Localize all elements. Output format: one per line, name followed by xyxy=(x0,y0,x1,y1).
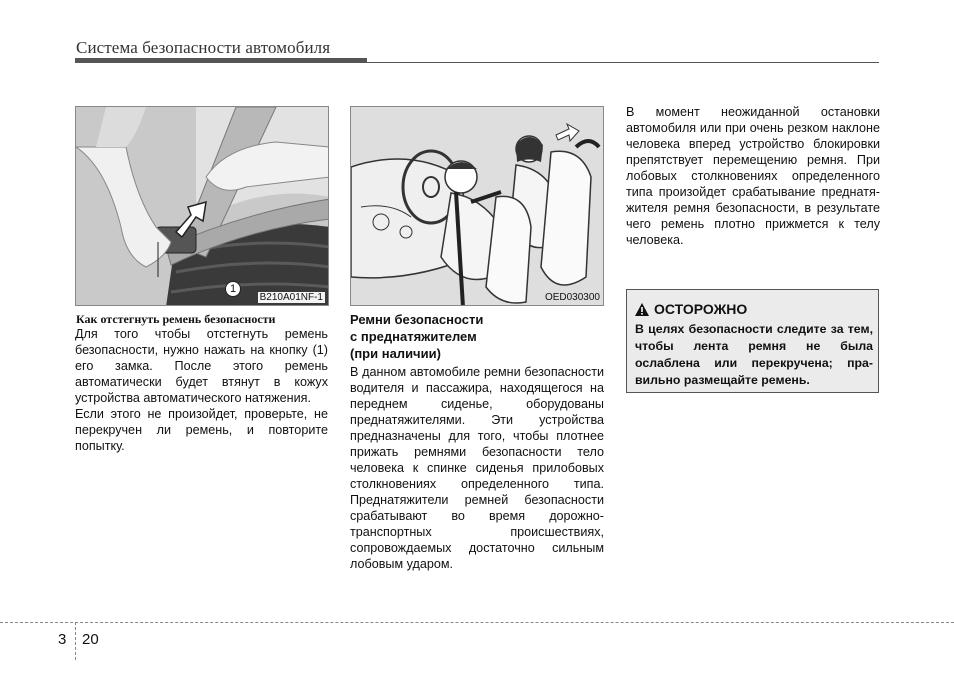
figure-code: B210A01NF-1 xyxy=(259,292,323,303)
warning-title: ОСТОРОЖНО xyxy=(654,301,748,317)
unbuckle-caption: Как отстегнуть ремень безопасности xyxy=(76,312,276,326)
chapter-number: 3 xyxy=(58,631,67,648)
warning-text: В целях безопасности следите за тем, чтобы лента ремня не была ослаблена или перекручена; правильно размещайте ремень. xyxy=(635,322,873,387)
pretensioner-heading-line-3: (при наличии) xyxy=(350,346,441,361)
pretensioner-paragraph: В данном автомобиле ремни безопасности водителя и пассажира, находящегося на переднем сиденье, оборудованы преднатяжителями. Эти устройства предназначены для того, чтобы плотнее прижать ремнями безопасности тело человека к спинке сиденья прилобовых столкновениях определенного типа. Преднатяжители ремней безопасности срабатывают во время дорожно-транспортных происшествиях, сопровождаемых достаточно сильным лобовым ударом. xyxy=(350,365,604,571)
pretensioner-heading-line-1: Ремни безопасности xyxy=(350,312,484,327)
pretensioner-heading xyxy=(350,311,604,362)
header-title: Система безопасности автомобиля xyxy=(76,38,331,57)
callout-number: 1 xyxy=(225,281,241,297)
locking-paragraph: В момент неожиданной остановки автомобиля или при очень резком наклоне человека вперед устройство блокировки препятствует перемещению ремня. При лобовых столкновениях определенного типа произойдет срабатывание преднатяжителя ремня безопасности, в результате чего ремень плотно прижмется к телу человека. xyxy=(626,105,880,247)
figure-unbuckle-belt xyxy=(75,106,329,306)
warning-triangle-icon xyxy=(635,303,649,316)
unbuckle-belt-illustration xyxy=(76,107,329,306)
warning-box xyxy=(626,289,879,393)
unbuckle-paragraph-1: Для того чтобы отстегнуть ремень безопасности, нужно нажать на кнопку (1) его замка. После этого ремень автоматически будет втянут в кожух устройства автоматического натяжения. xyxy=(75,327,328,405)
pretensioner-illustration xyxy=(351,107,604,306)
figure-pretensioner xyxy=(350,106,604,306)
page-number: 20 xyxy=(82,631,99,648)
header-rule-thin xyxy=(75,62,879,63)
warning-header xyxy=(635,301,747,317)
pretensioner-heading-line-2: с преднатяжителем xyxy=(350,329,477,344)
footer-rule xyxy=(0,622,954,623)
unbuckle-paragraph-2: Если этого не произойдет, проверьте, не перекручен ли ремень, и повторите попытку. xyxy=(75,407,328,453)
footer-divider xyxy=(75,622,76,660)
figure-code: OED030300 xyxy=(544,292,600,303)
